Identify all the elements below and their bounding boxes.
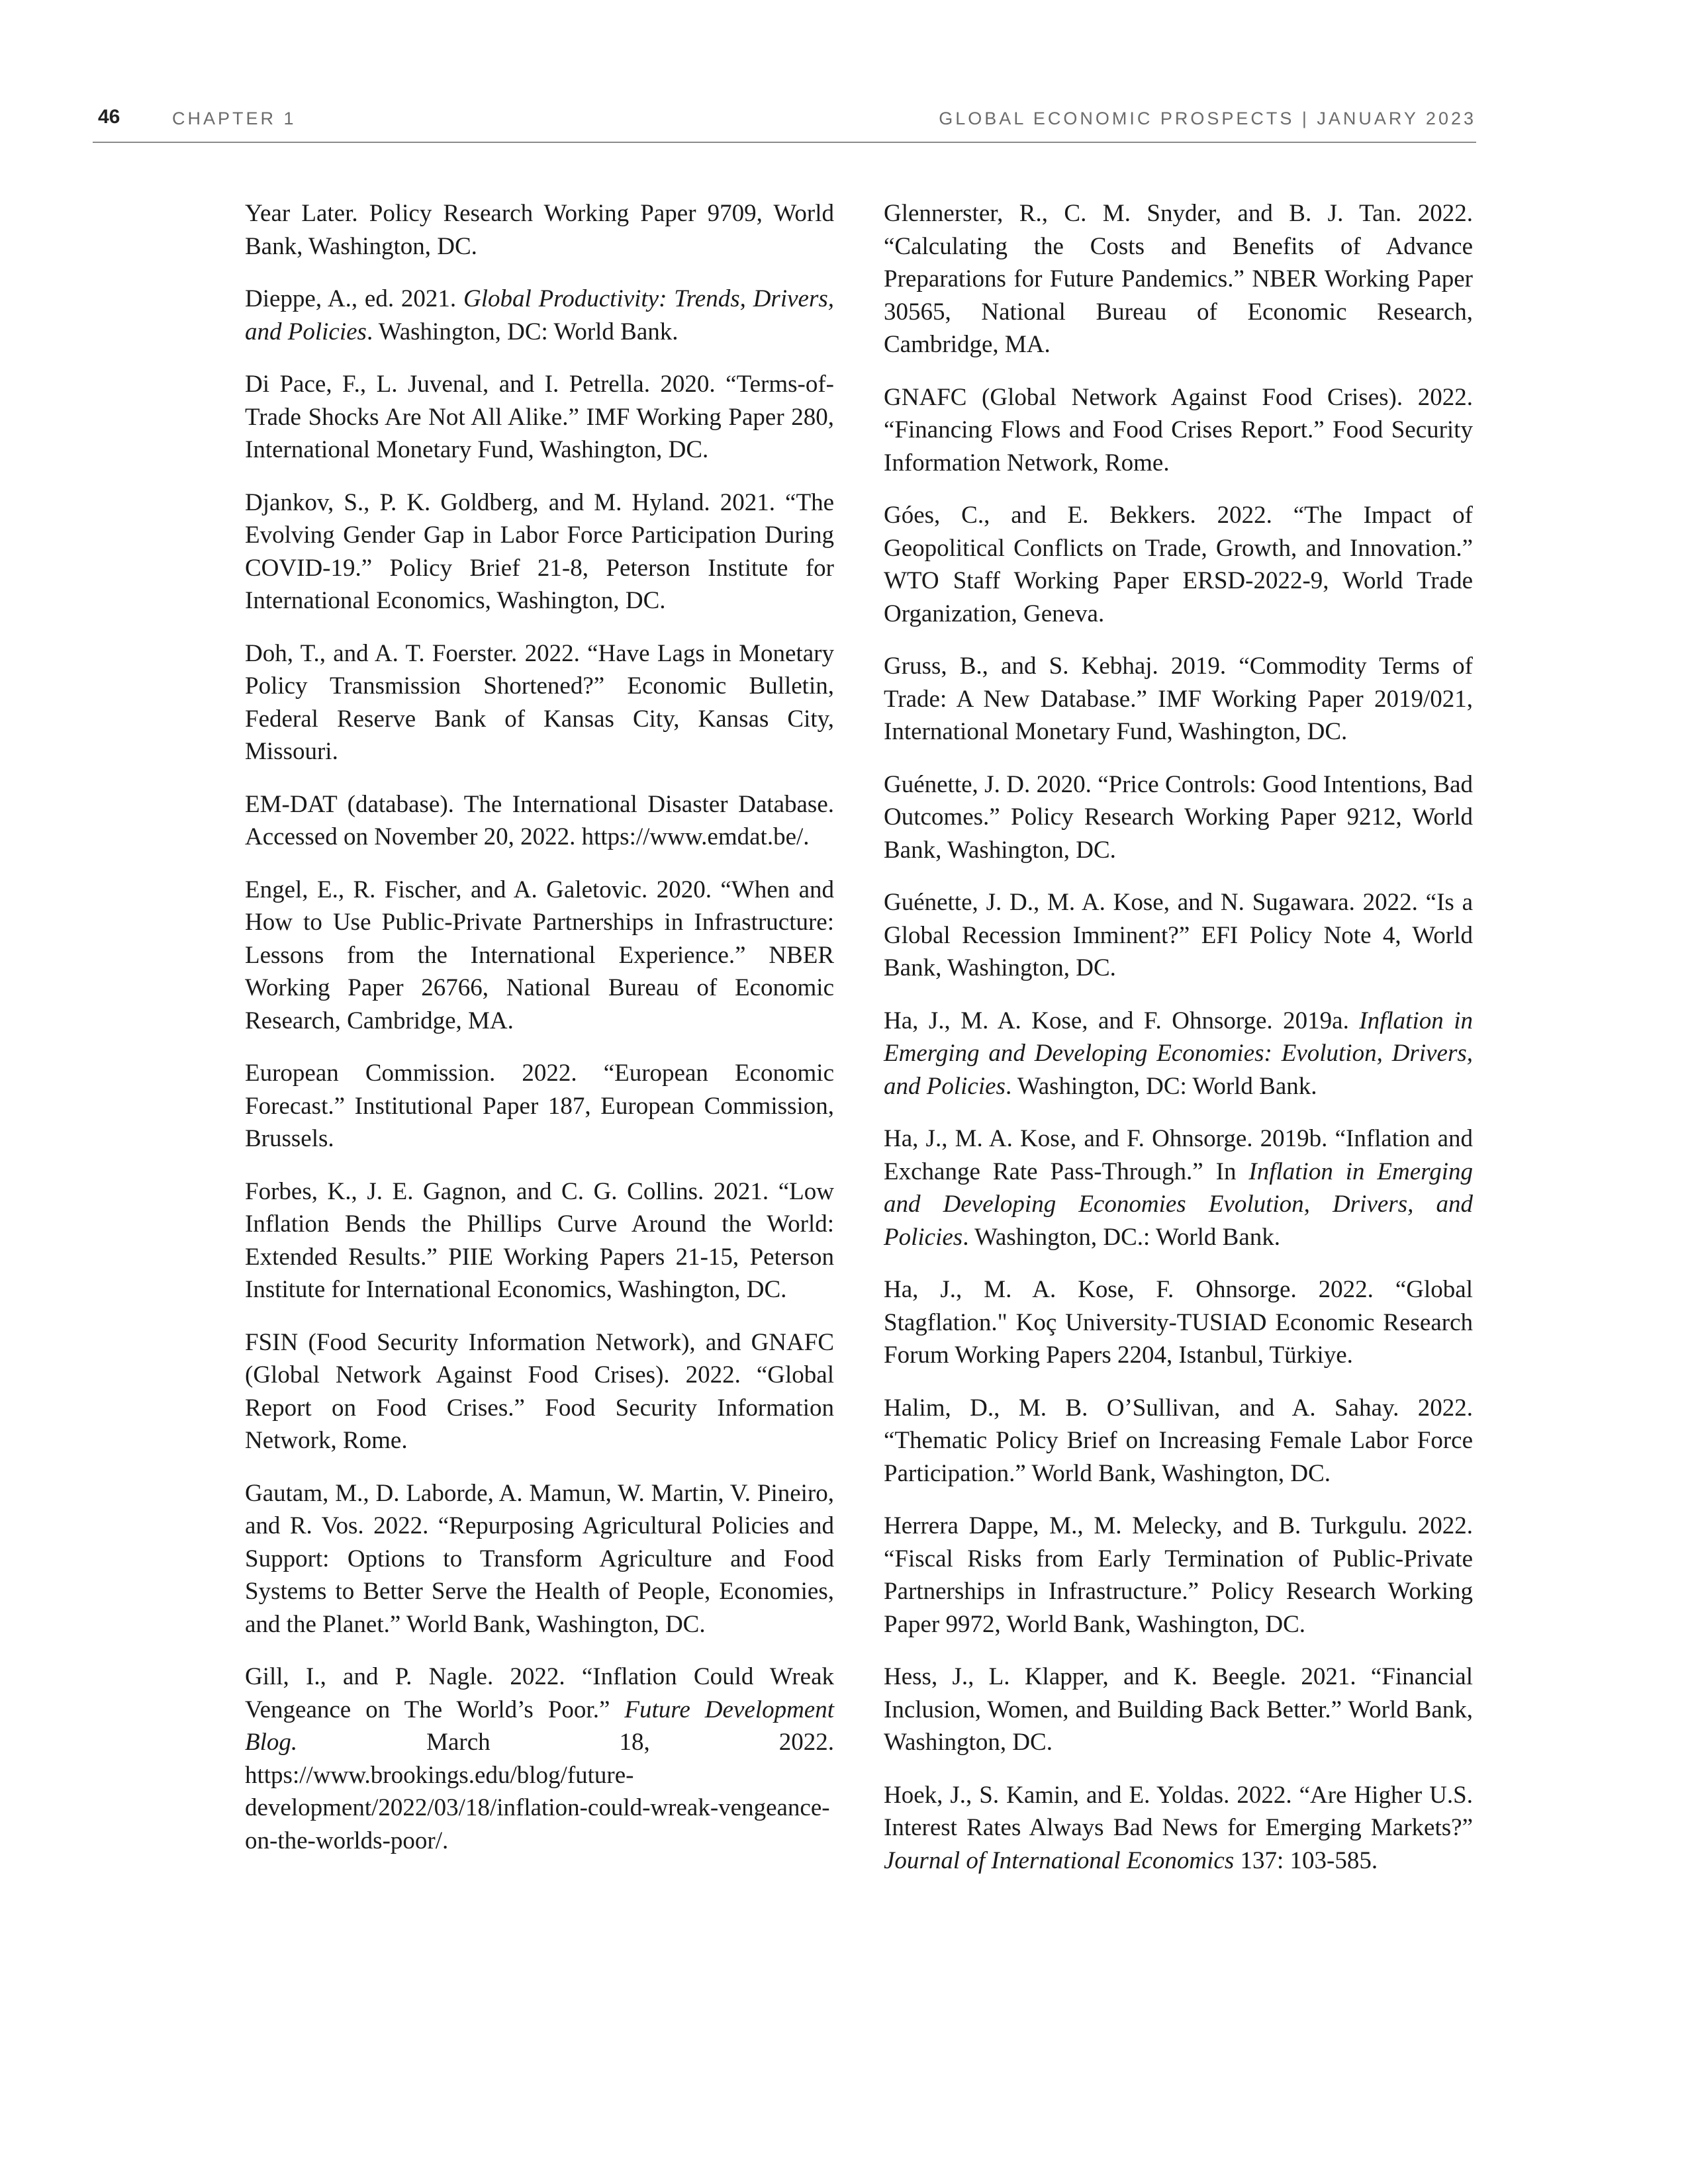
- reference-entry: [245, 283, 834, 348]
- reference-text: . Washington, DC: World Bank.: [1005, 1072, 1317, 1100]
- reference-text: Gruss, B., and S. Kebhaj. 2019. “Commodity Terms of Trade: A New Database.” IMF Working Paper 2019/021, International Monetary Fund, Washington, DC.: [884, 653, 1473, 745]
- reference-text: Hoek, J., S. Kamin, and E. Yoldas. 2022. “Are Higher U.S. Interest Rates Always Bad News for Emerging Markets?”: [884, 1781, 1473, 1841]
- reference-entry: [884, 1510, 1473, 1641]
- reference-text: Gautam, M., D. Laborde, A. Mamun, W. Martin, V. Pineiro, and R. Vos. 2022. “Repurposing Agricultural Policies and Support: Options to Transform Agriculture and Food Systems to Better Serve the Health of People, Economies, and the Planet.” World Bank, Washington, DC.: [245, 1479, 834, 1638]
- reference-text: FSIN (Food Security Information Network), and GNAFC (Global Network Against Food Crises). 2022. “Global Report on Food Crises.” Food Security Information Network, Rome.: [245, 1328, 834, 1454]
- reference-entry: [884, 1661, 1473, 1759]
- reference-italic-title: Inflation in Emerging and Developing Economies Evolution, Drivers, and Policies: [884, 1158, 1473, 1251]
- reference-text: Djankov, S., P. K. Goldberg, and M. Hyland. 2021. “The Evolving Gender Gap in Labor Force Participation During COVID-19.” Policy Brief 21-8, Peterson Institute for International Economics, Washington, DC.: [245, 488, 834, 614]
- reference-entry: [884, 650, 1473, 749]
- reference-entry: [884, 197, 1473, 361]
- reference-text: Halim, D., M. B. O’Sullivan, and A. Sahay. 2022. “Thematic Policy Brief on Increasing Female Labor Force Participation.” World Bank, Washington, DC.: [884, 1394, 1473, 1487]
- reference-text: 137: 103-585.: [1234, 1846, 1378, 1874]
- reference-entry: [245, 486, 834, 617]
- reference-text: Engel, E., R. Fischer, and A. Galetovic. 2020. “When and How to Use Public-Private Partnerships in Infrastructure: Lessons from the International Experience.” NBER Working Paper 26766, National Bureau of Economic Research, Cambridge, MA.: [245, 876, 834, 1034]
- reference-text: Ha, J., M. A. Kose, and F. Ohnsorge. 2019a.: [884, 1007, 1360, 1034]
- reference-text: GNAFC (Global Network Against Food Crises). 2022. “Financing Flows and Food Crises Report.” Food Security Information Network, Rome.: [884, 383, 1473, 477]
- reference-text: Dieppe, A., ed. 2021.: [245, 285, 463, 312]
- reference-entry: [884, 1392, 1473, 1490]
- reference-text: Ha, J., M. A. Kose, and F. Ohnsorge. 2019b. “Inflation and Exchange Rate Pass-Through.” In: [884, 1125, 1473, 1185]
- reference-entry: [245, 197, 834, 263]
- reference-entry: [245, 1057, 834, 1156]
- reference-entry: [884, 1122, 1473, 1253]
- references-left-column: [245, 197, 834, 1877]
- reference-entry: [884, 1005, 1473, 1103]
- reference-entry: [884, 499, 1473, 630]
- reference-text: . Washington, DC: World Bank.: [366, 318, 679, 345]
- reference-text: Ha, J., M. A. Kose, F. Ohnsorge. 2022. “Global Stagflation." Koç University-TUSIAD Economic Research Forum Working Papers 2204, Istanbul, Türkiye.: [884, 1276, 1473, 1369]
- reference-text: Hess, J., L. Klapper, and K. Beegle. 2021. “Financial Inclusion, Women, and Building Back Better.” World Bank, Washington, DC.: [884, 1663, 1473, 1756]
- reference-entry: [245, 637, 834, 768]
- reference-entry: [245, 1326, 834, 1457]
- reference-entry: [884, 768, 1473, 867]
- reference-text: Doh, T., and A. T. Foerster. 2022. “Have Lags in Monetary Policy Transmission Shortened?” Economic Bulletin, Federal Reserve Bank of Kansas City, Kansas City, Missouri.: [245, 639, 834, 765]
- reference-entry: [245, 1661, 834, 1857]
- reference-text: . Washington, DC.: World Bank.: [962, 1223, 1281, 1251]
- reference-italic-title: Global Productivity: Trends, Drivers, and Policies: [245, 285, 834, 345]
- reference-entry: [245, 1175, 834, 1306]
- reference-text: March 18, 2022. https://www.brookings.edu/blog/future-development/2022/03/18/inflation-could-wreak-vengeance-on-the-worlds-poor/.: [245, 1729, 834, 1854]
- reference-entry: [245, 788, 834, 854]
- chapter-label: CHAPTER 1: [172, 109, 297, 128]
- reference-text: Góes, C., and E. Bekkers. 2022. “The Impact of Geopolitical Conflicts on Trade, Growth, and Innovation.” WTO Staff Working Paper ERSD-2022-9, World Trade Organization, Geneva.: [884, 502, 1473, 627]
- page-number: 46: [98, 106, 120, 128]
- reference-italic-title: Journal of International Economics: [884, 1846, 1235, 1874]
- reference-entry: [884, 1273, 1473, 1372]
- page-header: [93, 106, 1476, 143]
- reference-entry: [884, 381, 1473, 480]
- reference-entry: [245, 1477, 834, 1641]
- reference-text: Guénette, J. D., M. A. Kose, and N. Sugawara. 2022. “Is a Global Recession Imminent?” EFI Policy Note 4, World Bank, Washington, DC.: [884, 889, 1473, 981]
- reference-text: European Commission. 2022. “European Economic Forecast.” Institutional Paper 187, European Commission, Brussels.: [245, 1060, 834, 1152]
- reference-italic-title: Inflation in Emerging and Developing Economies: Evolution, Drivers, and Policies: [884, 1007, 1473, 1100]
- reference-entry: [245, 368, 834, 467]
- reference-text: Glennerster, R., C. M. Snyder, and B. J. Tan. 2022. “Calculating the Costs and Benefits of Advance Preparations for Future Pandemics.” NBER Working Paper 30565, National Bureau of Economic Research, Cambridge, MA.: [884, 200, 1473, 358]
- reference-text: Year Later. Policy Research Working Paper 9709, World Bank, Washington, DC.: [245, 200, 834, 260]
- reference-italic-title: Future Development Blog.: [245, 1696, 834, 1756]
- reference-text: Herrera Dappe, M., M. Melecky, and B. Turkgulu. 2022. “Fiscal Risks from Early Termination of Public-Private Partnerships in Infrastructure.” Policy Research Working Paper 9972, World Bank, Washington, DC.: [884, 1512, 1473, 1638]
- reference-text: Di Pace, F., L. Juvenal, and I. Petrella. 2020. “Terms-of-Trade Shocks Are Not All Alike.” IMF Working Paper 280, International Monetary Fund, Washington, DC.: [245, 371, 834, 463]
- reference-entry: [245, 874, 834, 1038]
- publication-title: GLOBAL ECONOMIC PROSPECTS | JANUARY 2023: [939, 109, 1476, 128]
- reference-text: EM-DAT (database). The International Disaster Database. Accessed on November 20, 2022. https://www.emdat.be/.: [245, 790, 834, 850]
- reference-text: Guénette, J. D. 2020. “Price Controls: Good Intentions, Bad Outcomes.” Policy Research Working Paper 9212, World Bank, Washington, DC.: [884, 770, 1473, 864]
- reference-entry: [884, 1779, 1473, 1878]
- reference-entry: [884, 886, 1473, 985]
- references-right-column: [884, 197, 1473, 1897]
- reference-text: Forbes, K., J. E. Gagnon, and C. G. Collins. 2021. “Low Inflation Bends the Phillips Curve Around the World: Extended Results.” PIIE Working Papers 21-15, Peterson Institute for International Economics, Washington, DC.: [245, 1177, 834, 1303]
- reference-text: Gill, I., and P. Nagle. 2022. “Inflation Could Wreak Vengeance on The World’s Poor.”: [245, 1663, 834, 1723]
